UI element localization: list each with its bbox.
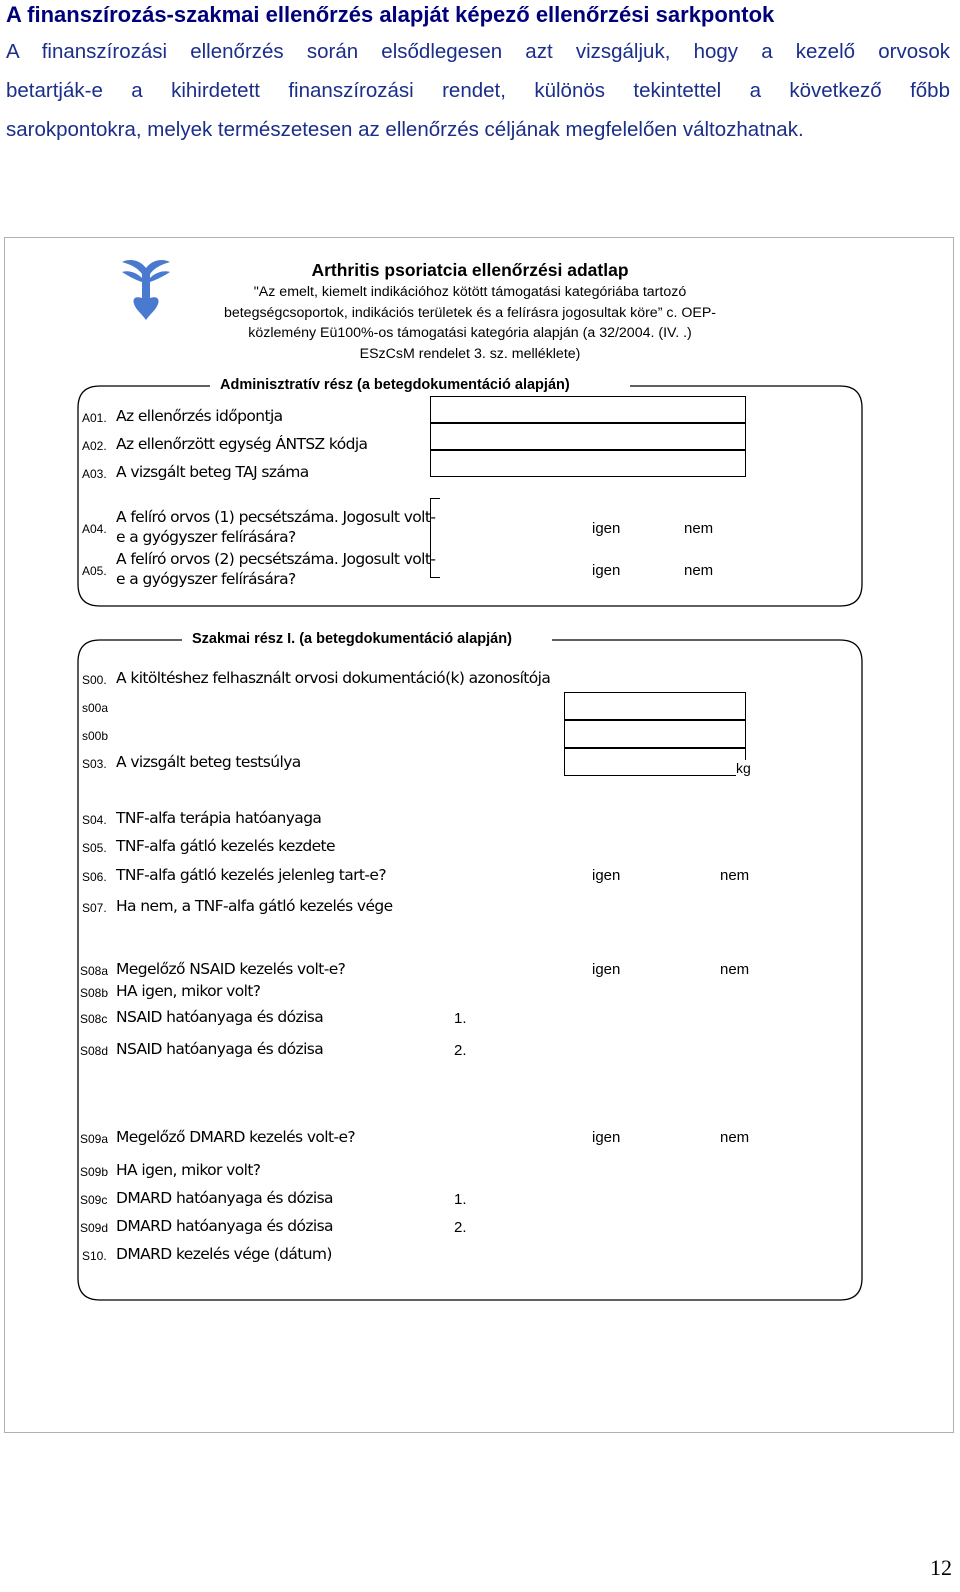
row-code: S03. [82, 757, 107, 771]
row-label: A vizsgált beteg testsúlya [116, 753, 301, 771]
no-option[interactable]: nem [720, 961, 750, 978]
yes-option[interactable]: igen [592, 562, 621, 579]
professional-section-heading: Szakmai rész I. (a betegdokumentáció alapján) [188, 631, 516, 647]
intro-line: A finanszírozási ellenőrzés során elsődlegesen azt vizsgáljuk, hogy a kezelő orvosok [6, 40, 950, 63]
row-label: TNF-alfa terápia hatóanyaga [116, 809, 322, 827]
entry-number: 2. [454, 1219, 467, 1236]
admin-section-heading: Adminisztratív rész (a betegdokumentáció alapján) [216, 377, 574, 393]
row-code: S05. [82, 841, 107, 855]
row-code: S09a [80, 1132, 109, 1146]
row-label: A vizsgált beteg TAJ száma [116, 463, 309, 481]
no-option[interactable]: nem [684, 562, 714, 579]
row-code: A05. [82, 564, 107, 578]
unit-label: kg [736, 760, 751, 776]
row-code: S08d [80, 1044, 109, 1058]
yes-option[interactable]: igen [592, 1129, 621, 1146]
taj-number-field[interactable] [430, 450, 746, 477]
row-label: Megelőző DMARD kezelés volt-e? [116, 1128, 356, 1146]
subtitle-line: "Az emelt, kiemelt indikációhoz kötött támogatási kategóriába tartozó [253, 284, 687, 300]
row-label: HA igen, mikor volt? [116, 982, 261, 1000]
intro-paragraph [6, 32, 950, 149]
antsz-code-field[interactable] [430, 423, 746, 450]
yes-option[interactable]: igen [592, 520, 621, 537]
row-code: A03. [82, 467, 107, 481]
logo-icon [120, 258, 172, 322]
yes-option[interactable]: igen [592, 961, 621, 978]
no-option[interactable]: nem [720, 867, 750, 884]
no-option[interactable]: nem [684, 520, 714, 537]
page-heading: A finanszírozás-szakmai ellenőrzés alapját képező ellenőrzési sarkpontok [6, 2, 775, 27]
subtitle-line: betegségcsoportok, indikációs területek és a felírásra jogosultak köre” c. OEP- [223, 304, 717, 321]
row-code: S10. [82, 1249, 107, 1263]
row-code: A02. [82, 439, 107, 453]
row-code: s00b [82, 729, 109, 743]
row-code: s00a [82, 701, 109, 715]
date-field[interactable] [430, 396, 746, 423]
document-id-field-a[interactable] [564, 692, 746, 720]
row-label: Megelőző NSAID kezelés volt-e? [116, 960, 346, 978]
row-label: TNF-alfa gátló kezelés jelenleg tart-e? [116, 866, 386, 884]
intro-line: betartják-e a kihirdetett finanszírozási rendet, különös tekintettel a következő főbb [6, 79, 950, 102]
row-code: A01. [82, 411, 107, 425]
row-code: S09c [80, 1193, 108, 1207]
row-code: S00. [82, 673, 107, 687]
row-label: NSAID hatóanyaga és dózisa [116, 1008, 324, 1026]
row-label: NSAID hatóanyaga és dózisa [116, 1040, 324, 1058]
row-label: DMARD hatóanyaga és dózisa [116, 1189, 333, 1207]
row-code: S07. [82, 901, 107, 915]
entry-number: 1. [454, 1191, 467, 1208]
row-label: A felíró orvos (2) pecsétszáma. Jogosult volt- [116, 550, 436, 568]
form-subtitle [180, 282, 760, 364]
row-label: e a gyógyszer felírására? [116, 528, 296, 546]
row-code: S08c [80, 1012, 108, 1026]
row-code: S06. [82, 870, 107, 884]
form-title: Arthritis psoriatcia ellenőrzési adatlap [311, 260, 629, 280]
row-label: Az ellenőrzött egység ÁNTSZ kódja [116, 435, 368, 453]
no-option[interactable]: nem [720, 1129, 750, 1146]
row-label: e a gyógyszer felírására? [116, 570, 296, 588]
subtitle-line: ESzCsM rendelet 3. sz. melléklete) [359, 345, 581, 362]
row-label: Az ellenőrzés időpontja [116, 407, 283, 425]
row-code: S04. [82, 813, 107, 827]
subtitle-line: közlemény Eü100%-os támogatási kategória alapján (a 32/2004. (IV. .) [248, 325, 692, 341]
intro-line: sarokpontokra, melyek természetesen az ellenőrzés céljának megfelelően változhatnak. [6, 118, 804, 141]
row-label: HA igen, mikor volt? [116, 1161, 261, 1179]
row-label: A kitöltéshez felhasznált orvosi dokumentáció(k) azonosítója [116, 669, 551, 687]
row-code: S08b [80, 986, 109, 1000]
row-code: S09b [80, 1165, 109, 1179]
row-label: DMARD hatóanyaga és dózisa [116, 1217, 333, 1235]
row-code: S09d [80, 1221, 109, 1235]
yes-option[interactable]: igen [592, 867, 621, 884]
entry-number: 1. [454, 1010, 467, 1027]
row-code: S08a [80, 964, 109, 978]
body-weight-field[interactable] [564, 748, 746, 776]
row-code: A04. [82, 522, 107, 536]
row-label: Ha nem, a TNF-alfa gátló kezelés vége [116, 897, 393, 915]
row-label: TNF-alfa gátló kezelés kezdete [116, 837, 335, 855]
row-label: DMARD kezelés vége (dátum) [116, 1245, 332, 1263]
row-label: A felíró orvos (1) pecsétszáma. Jogosult volt- [116, 508, 436, 526]
document-id-field-b[interactable] [564, 720, 746, 748]
entry-number: 2. [454, 1042, 467, 1059]
page-number: 12 [930, 1555, 952, 1580]
